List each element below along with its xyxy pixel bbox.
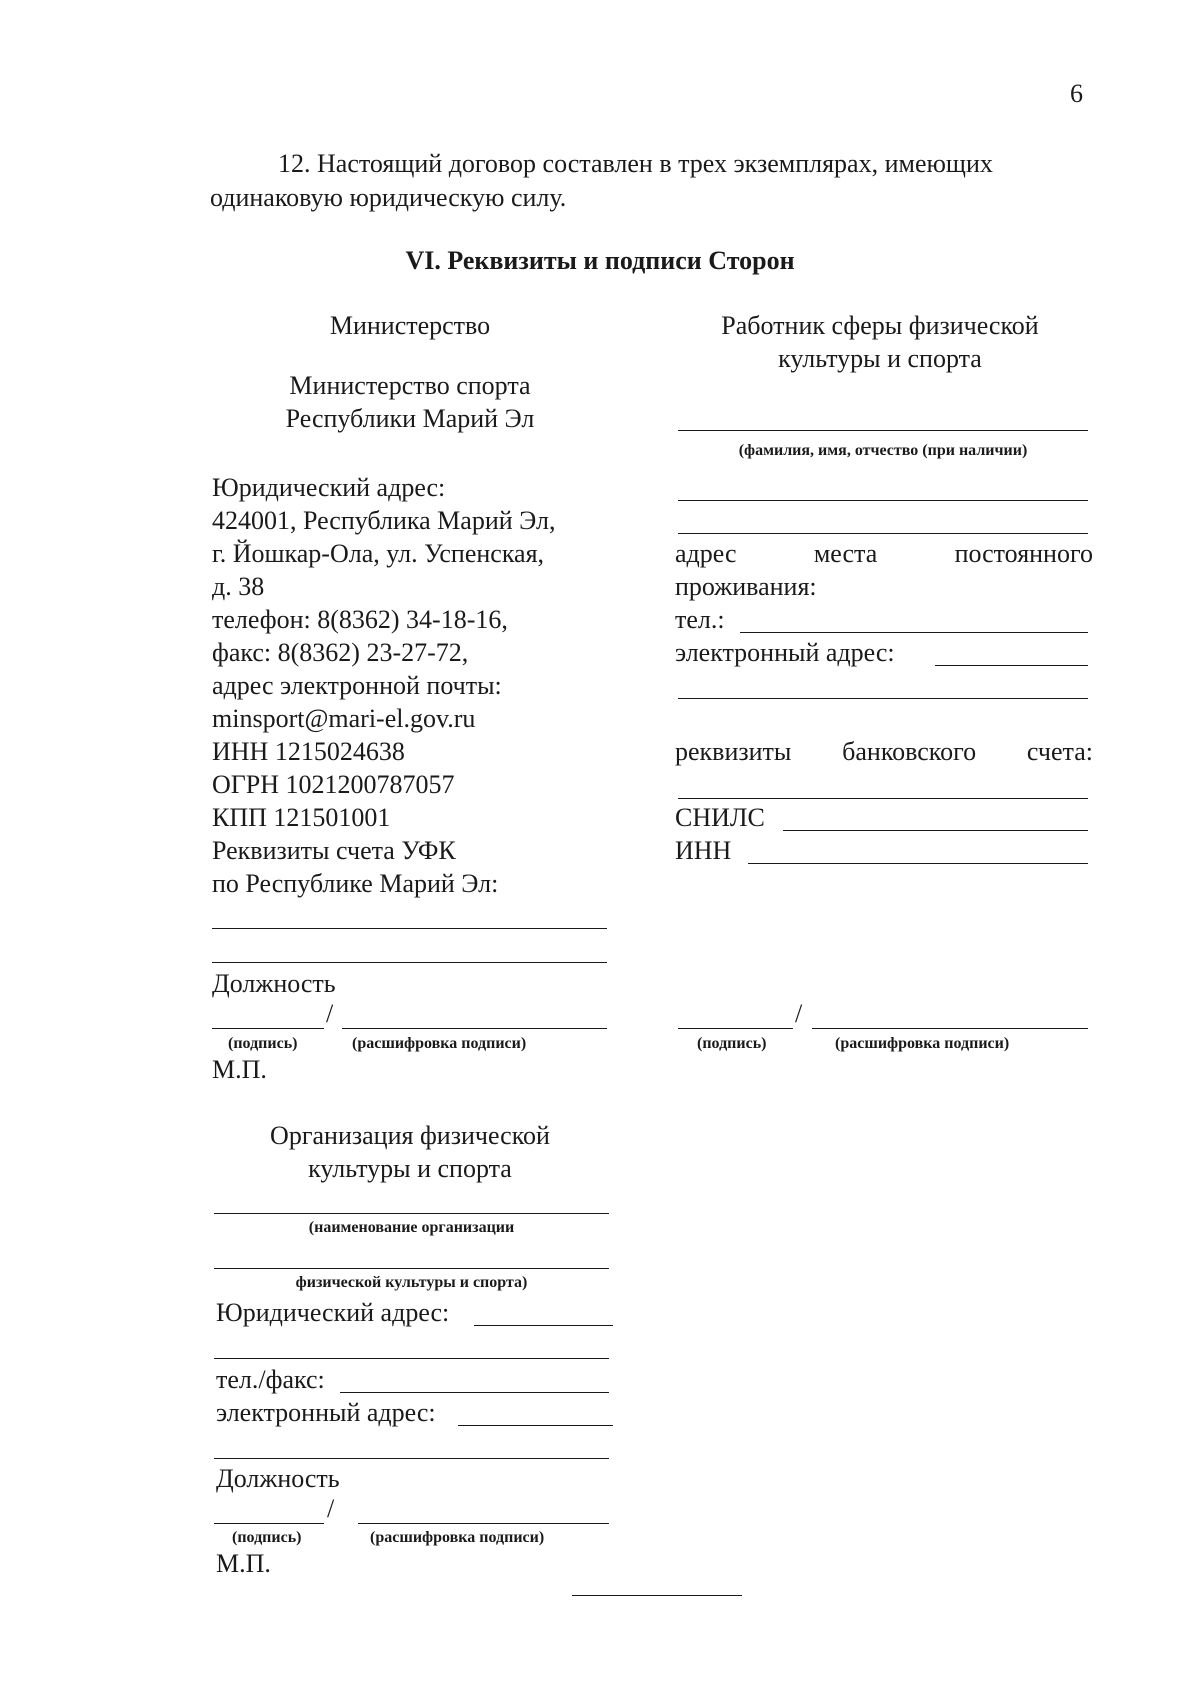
ministry-ogrn: ОГРН 1021200787057 <box>212 770 455 799</box>
ministry-signature-decode-line <box>342 1028 607 1029</box>
org-name-line-2 <box>214 1268 609 1269</box>
ministry-account-line-2 <box>212 962 607 963</box>
worker-address-word-3: постоянного <box>954 539 1093 568</box>
org-address-line-2 <box>214 1358 609 1359</box>
worker-phone-label: тел.: <box>675 605 725 634</box>
org-email-line-2 <box>214 1458 609 1459</box>
worker-bank-word-1: реквизиты <box>675 737 792 766</box>
ministry-account-label-2: по Республике Марий Эл: <box>212 869 499 898</box>
ministry-name-line-1: Министерство спорта <box>289 371 531 400</box>
ministry-name-line-2: Республики Марий Эл <box>285 404 535 433</box>
ministry-email-label: адрес электронной почты: <box>212 671 502 700</box>
ministry-address-line-2: г. Йошкар-Ола, ул. Успенская, <box>212 539 545 568</box>
worker-address-word-1: адрес <box>675 539 737 568</box>
ministry-stamp: М.П. <box>212 1055 267 1084</box>
worker-blank-line-2 <box>678 533 1088 534</box>
org-decode-hint: (расшифровка подписи) <box>370 1529 545 1546</box>
org-address-line <box>474 1325 613 1326</box>
org-signature-line <box>214 1523 324 1524</box>
ministry-kpp: КПП 121501001 <box>212 803 391 832</box>
worker-address-label <box>675 538 1093 570</box>
worker-heading-line-2: культуры и спорта <box>778 344 982 373</box>
ministry-address-line-3: д. 38 <box>212 572 265 601</box>
worker-signature-line <box>678 1028 793 1029</box>
org-name-line-1 <box>214 1213 609 1214</box>
ministry-decode-hint: (расшифровка подписи) <box>352 1035 527 1052</box>
org-signature-decode-line <box>358 1523 609 1524</box>
worker-bank-label <box>675 736 1093 768</box>
worker-heading-line-1: Работник сферы физической <box>721 311 1039 340</box>
org-heading-line-2: культуры и спорта <box>308 1154 512 1183</box>
worker-address-word-2: места <box>813 539 878 568</box>
ministry-email: minsport@mari-el.gov.ru <box>212 704 476 733</box>
worker-slash: / <box>795 999 803 1028</box>
org-phone-label: тел./факс: <box>216 1365 325 1394</box>
ministry-inn: ИНН 1215024638 <box>212 737 405 766</box>
worker-phone-line <box>740 632 1088 633</box>
worker-blank-line-1 <box>678 500 1088 501</box>
ministry-heading: Министерство <box>329 311 491 340</box>
worker-inn-line <box>748 863 1088 864</box>
worker-bank-word-3: счета: <box>1026 737 1093 766</box>
worker-email-label: электронный адрес: <box>675 638 895 667</box>
worker-email-line <box>935 665 1088 666</box>
page-number: 6 <box>1070 79 1083 108</box>
ministry-account-line-1 <box>212 928 607 929</box>
clause-12-text: 12. Настоящий договор составлен в трех экземплярах, имеющих <box>278 149 993 178</box>
ministry-address-line-1: 424001, Республика Марий Эл, <box>212 506 556 535</box>
org-signature-hint: (подпись) <box>232 1529 302 1546</box>
ministry-address-label: Юридический адрес: <box>212 473 446 502</box>
worker-decode-hint: (расшифровка подписи) <box>835 1035 1010 1052</box>
worker-fio-hint: (фамилия, имя, отчество (при наличии) <box>738 442 1028 459</box>
ministry-position-label: Должность <box>212 969 336 998</box>
worker-fio-line <box>678 430 1088 431</box>
worker-signature-hint: (подпись) <box>697 1035 767 1052</box>
ministry-signature-hint: (подпись) <box>228 1035 298 1052</box>
org-position-label: Должность <box>216 1464 340 1493</box>
org-heading-line-1: Организация физической <box>270 1121 550 1150</box>
worker-bank-line <box>678 798 1088 799</box>
clause-12-line-1 <box>278 148 1090 180</box>
end-of-document-rule <box>572 1595 742 1596</box>
ministry-signature-line <box>212 1028 324 1029</box>
org-email-label: электронный адрес: <box>216 1398 436 1427</box>
worker-signature-decode-line <box>812 1028 1088 1029</box>
ministry-slash: / <box>326 999 334 1028</box>
worker-bank-word-2: банковского <box>842 737 977 766</box>
worker-snils-label: СНИЛС <box>675 803 765 832</box>
ministry-fax: факс: 8(8362) 23-27-72, <box>212 638 469 667</box>
worker-inn-label: ИНН <box>675 836 732 865</box>
org-phone-line <box>340 1392 609 1393</box>
ministry-account-label-1: Реквизиты счета УФК <box>212 836 456 865</box>
org-name-hint-1: (наименование организации <box>308 1219 515 1236</box>
clause-12-line-2: одинаковую юридическую силу. <box>210 183 567 212</box>
ministry-phone: телефон: 8(8362) 34-18-16, <box>212 605 508 634</box>
worker-address-label-2: проживания: <box>675 572 817 601</box>
worker-snils-line <box>783 830 1088 831</box>
org-name-hint-2: физической культуры и спорта) <box>295 1274 528 1291</box>
org-address-label: Юридический адрес: <box>216 1298 450 1327</box>
worker-email-line-2 <box>678 698 1088 699</box>
section-title: VI. Реквизиты и подписи Сторон <box>405 246 795 275</box>
org-slash: / <box>327 1494 335 1523</box>
org-stamp: М.П. <box>216 1549 271 1578</box>
org-email-line <box>458 1425 613 1426</box>
